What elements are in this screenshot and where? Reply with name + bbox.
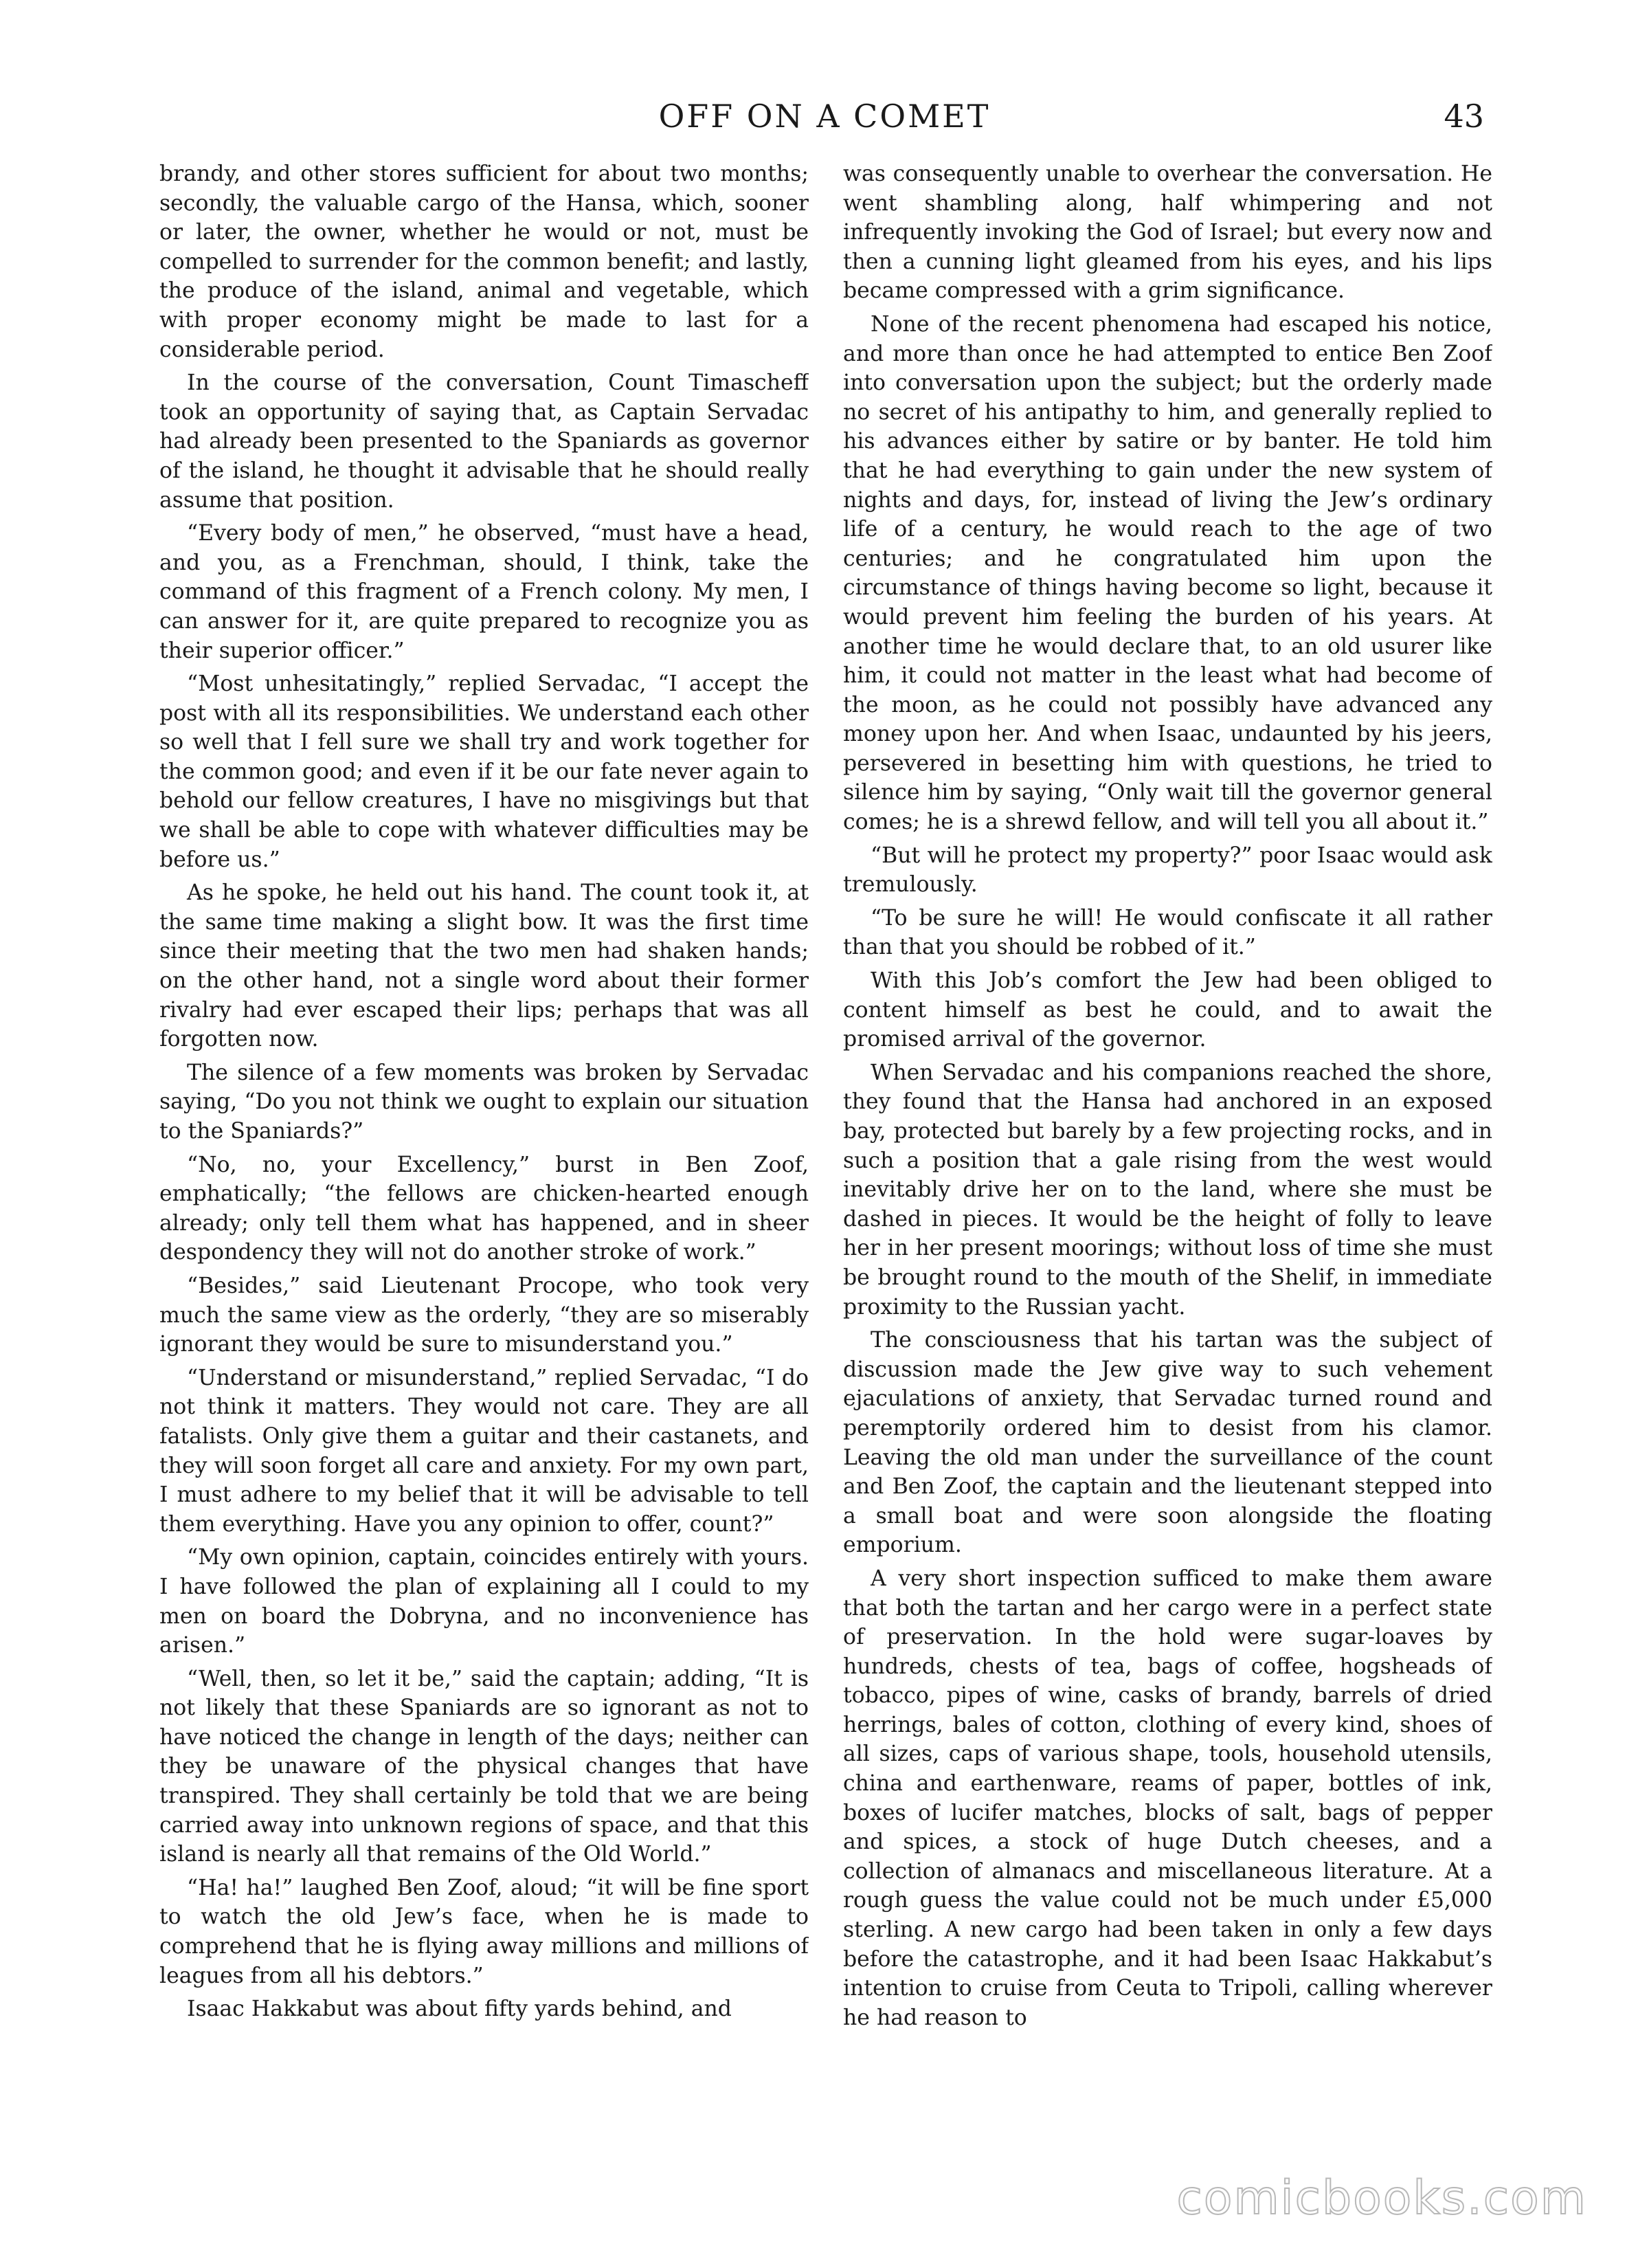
paragraph: “Besides,” said Lieutenant Procope, who took very much the same view as the orderly, “they are so miserably ignorant they would be sure to misunderstand you.” — [159, 1273, 809, 1357]
running-title: OFF ON A COMET — [658, 98, 991, 135]
paragraph: “Every body of men,” he observed, “must have a head, and you, as a Frenchman, should, I think, take the command of this fragment of a French colony. My men, I can answer for it, are quite prepared to recognize you as their superior officer.” — [159, 521, 809, 663]
paragraph: As he spoke, he held out his hand. The count took it, at the same time making a slight bow. It was the first time since their meeting that the two men had shaken hands; on the other hand, not a single word about their former rivalry had ever escaped their lips; perhaps that was all forgotten now. — [159, 880, 809, 1052]
paragraph: The silence of a few moments was broken by Servadac saying, “Do you not think we ought to explain our situation to the Spaniards?” — [159, 1060, 809, 1144]
left-column — [159, 159, 809, 2056]
paragraph: A very short inspection sufficed to make them aware that both the tartan and her cargo were in a perfect state of preservation. In the hold were sugar-loaves by hundreds, chests of tea, bags of coffee, hogsheads of tobacco, pipes of wine, casks of brandy, barrels of dried herrings, bales of cotton, clothing of every kind, shoes of all sizes, caps of various shape, tools, household utensils, china and earthenware, reams of paper, bottles of ink, boxes of lucifer matches, blocks of salt, bags of pepper and spices, a stock of huge Dutch cheeses, and a collection of almanacs and miscellaneous literature. At a rough guess the value could not be much under £5,000 sterling. A new cargo had been taken in only a few days before the catastrophe, and it had been Isaac Hakkabut’s intention to cruise from Ceuta to Tripoli, calling wherever he had reason to — [843, 1566, 1492, 2030]
paragraph: With this Job’s comfort the Jew had been obliged to content himself as best he could, and to await the promised arrival of the governor. — [843, 968, 1492, 1052]
watermark: comicbooks.com — [1176, 2171, 1587, 2225]
page-header — [158, 98, 1491, 153]
paragraph: None of the recent phenomena had escaped his notice, and more than once he had attempted to entice Ben Zoof into conversation upon the subject; but the orderly made no secret of his antipathy to him, and generally replied to his advances either by satire or by banter. He told him that he had everything to gain under the new system of nights and days, for, instead of living the Jew’s ordinary life of a century, he would reach to the age of two centuries; and he congratulated him upon the circumstance of things having become so light, because it would prevent him feeling the burden of his years. At another time he would declare that, to an old usurer like him, it could not matter in the least what had become of the moon, as he could not possibly have advanced any money upon her. And when Isaac, undaunted by his jeers, persevered in besetting him with questions, he tried to silence him by saying, “Only wait till the governor general comes; he is a shrewd fellow, and will tell you all about it.” — [843, 311, 1492, 835]
paragraph: was consequently unable to overhear the conversation. He went shambling along, half whimpering and not infrequently invoking the God of Israel; but every now and then a cunning light gleamed from his eyes, and his lips became compressed with a grim significance. — [843, 162, 1492, 304]
paragraph: In the course of the conversation, Count Timascheff took an opportunity of saying that, as Captain Servadac had already been presented to the Spaniards as governor of the island, he thought it advisable that he should really assume that position. — [159, 370, 809, 513]
paragraph: Isaac Hakkabut was about fifty yards behind, and — [187, 1997, 732, 2022]
paragraph: “To be sure he will! He would confiscate it all rather than that you should be robbed of it.” — [843, 905, 1492, 960]
paragraph: When Servadac and his companions reached the shore, they found that the Hansa had anchored in an exposed bay, protected but barely by a few projecting rocks, and in such a position that a gale rising from the west would inevitably drive her on to the land, where she must be dashed in pieces. It would be the height of folly to leave her in her present moorings; without loss of time she must be brought round to the mouth of the Shelif, in immediate proximity to the Russian yacht. — [843, 1060, 1492, 1320]
paragraph: “Most unhesitatingly,” replied Servadac, “I accept the post with all its responsibilities. We understand each other so well that I fell sure we shall try and work together for the common good; and even if it be our fate never again to behold our fellow creatures, I have no misgivings but that we shall be able to cope with whatever difficulties may be before us.” — [159, 671, 809, 872]
text-columns — [159, 159, 1492, 2056]
page-number: 43 — [1444, 98, 1484, 135]
paragraph: “Well, then, so let it be,” said the captain; adding, “It is not likely that these Spaniards are so ignorant as not to have noticed the change in length of the days; neither can they be unaware of the physical changes that have transpired. They shall certainly be told that we are being carried away into unknown regions of space, and that this island is nearly all that remains of the Old World.” — [159, 1666, 809, 1867]
paragraph: “But will he protect my property?” poor Isaac would ask tremulously. — [843, 843, 1492, 898]
paragraph: “Understand or misunderstand,” replied Servadac, “I do not think it matters. They would not care. They are all fatalists. Only give them a guitar and their castanets, and they will soon forget all care and anxiety. For my own part, I must adhere to my belief that it will be advisable to tell them everything. Have you any opinion to offer, count?” — [159, 1365, 809, 1537]
paragraph: “No, no, your Excellency,” burst in Ben Zoof, emphatically; “the fellows are chicken-hearted enough already; only tell them what has happened, and in sheer despondency they will not do another stroke of work.” — [159, 1152, 809, 1265]
paragraph: “Ha! ha!” laughed Ben Zoof, aloud; “it will be fine sport to watch the old Jew’s face, when he is made to comprehend that he is flying away millions and millions of leagues from all his debtors.” — [159, 1875, 809, 1988]
paragraph: “My own opinion, captain, coincides entirely with yours. I have followed the plan of explaining all I could to my men on board the Dobryna, and no inconvenience has arisen.” — [159, 1545, 809, 1658]
right-column — [843, 159, 1492, 2056]
paragraph: brandy, and other stores sufficient for about two months; secondly, the valuable cargo of the Hansa, which, sooner or later, the owner, whether he would or not, must be compelled to surrender for the common benefit; and lastly, the produce of the island, animal and vegetable, which with proper economy might be made to last for a considerable period. — [159, 162, 809, 362]
paragraph: The consciousness that his tartan was the subject of discussion made the Jew give way to such vehement ejaculations of anxiety, that Servadac turned round and peremptorily ordered him to desist from his clamor. Leaving the old man under the surveillance of the count and Ben Zoof, the captain and the lieutenant stepped into a small boat and were soon alongside the floating emporium. — [843, 1328, 1492, 1558]
